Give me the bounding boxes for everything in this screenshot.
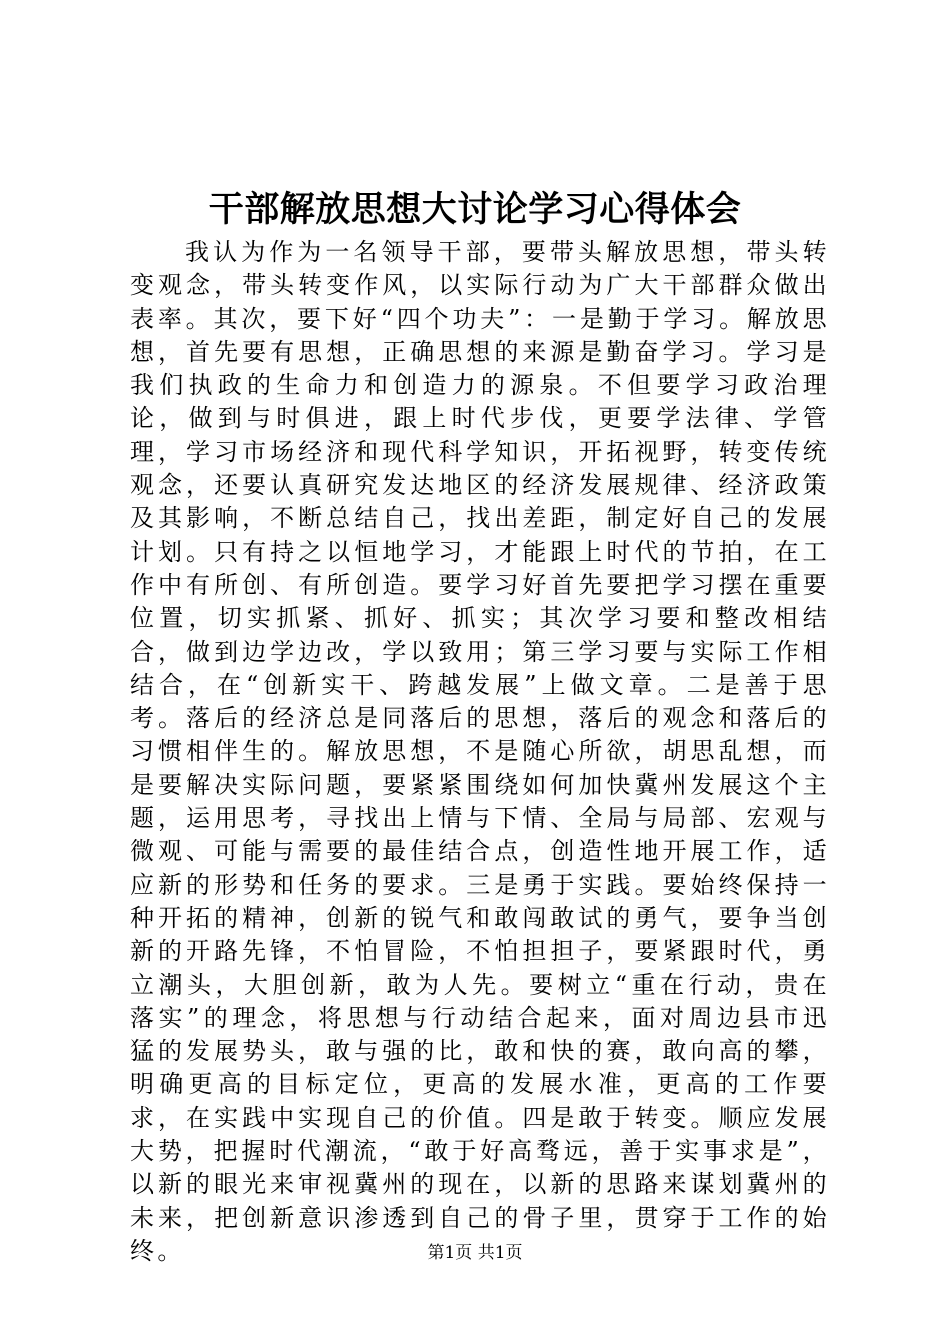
body-paragraph: 我认为作为一名领导干部，要带头解放思想，带头转变观念，带头转变作风，以实际行动为广大干部群众做出表率。其次，要下好“四个功夫”：一是勤于学习。解放思想，首先要有思想，正确思想的来源是勤奋学习。学习是我们执政的生命力和创造力的源泉。不但要学习政治理论，做到与时俱进，跟上时代步伐，更要学法律、学管理，学习市场经济和现代科学知识，开拓视野，转变传统观念，还要认真研究发达地区的经济发展规律、经济政策及其影响，不断总结自己，找出差距，制定好自己的发展计划。只有持之以恒地学习，才能跟上时代的节拍，在工作中有所创、有所创造。要学习好首先要把学习摆在重要位置，切实抓紧、抓好、抓实；其次学习要和整改相结合，做到边学边改，学以致用；第三学习要与实际工作相结合，在“创新实干、跨越发展”上做文章。二是善于思考。落后的经济总是同落后的思想，落后的观念和落后的习惯相伴生的。解放思想，不是随心所欲，胡思乱想，而是要解决实际问题，要紧紧围绕如何加快冀州发展这个主题，运用思考，寻找出上情与下情、全局与局部、宏观与微观、可能与需要的最佳结合点，创造性地开展工作，适应新的形势和任务的要求。三是勇于实践。要始终保持一种开拓的精神，创新的锐气和敢闯敢试的勇气，要争当创新的开路先锋，不怕冒险，不怕担担子，要紧跟时代，勇立潮头，大胆创新，敢为人先。要树立“重在行动，贵在落实”的理念，将思想与行动结合起来，面对周边县市迅猛的发展势头，敢与强的比，敢和快的赛，敢向高的攀，明确更高的目标定位，更高的发展水准，更高的工作要求，在实践中实现自己的价值。四是敢于转变。顺应发展大势，把握时代潮流，“敢于好高骛远，善于实事求是”，以新的眼光来审视冀州的现在，以新的思路来谋划冀州的未来，把创新意识渗透到自己的骨子里，贯穿于工作的始终。 [130,238,830,1265]
page-footer: 第1页 共1页 [427,1243,523,1263]
document-title: 干部解放思想大讨论学习心得体会 [208,189,742,230]
